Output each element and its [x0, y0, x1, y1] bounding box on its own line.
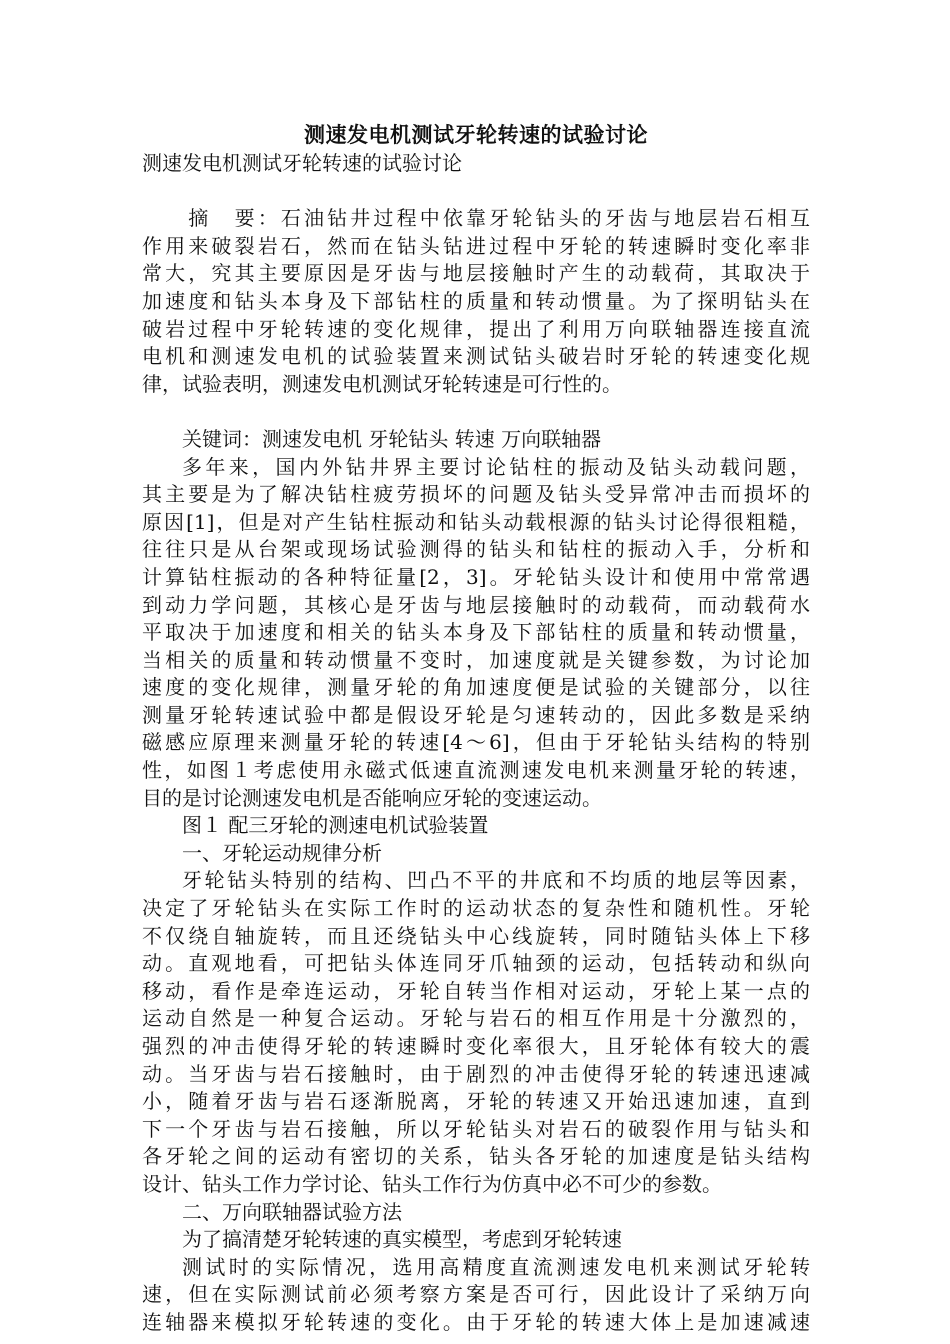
keywords: 关键词：测速发电机 牙轮钻头 转速 万向联轴器: [182, 426, 602, 451]
paragraph-line: 下一个牙齿与岩石接触，所以牙轮钻头对岩石的破裂作用与钻头和: [142, 1116, 810, 1141]
section1-paragraph: [142, 867, 810, 1198]
document-title: 测速发电机测试牙轮转速的试验讨论: [304, 122, 648, 147]
paragraph-line: 其主要是为了解决钻柱疲劳损坏的问题及钻头受异常冲击而损坏的: [142, 482, 810, 507]
paragraph-line: 为了搞清楚牙轮转速的真实模型，考虑到牙轮转速: [182, 1227, 622, 1252]
figure-caption: 图１ 配三牙轮的测速电机试验装置: [182, 813, 489, 838]
paragraph-line: 测试时的实际情况，选用高精度直流测速发电机来测试牙轮转: [182, 1254, 810, 1279]
abstract: [142, 205, 810, 398]
paragraph-line: 磁感应原理来测量牙轮的转速[4～6]，但由于牙轮钻头结构的特别: [142, 730, 810, 755]
paragraph-line: 到动力学问题，其核心是牙齿与地层接触时的动载荷，而动载荷水: [142, 592, 810, 617]
spacer: [142, 178, 810, 206]
paragraph-line: 不仅绕自轴旋转，而且还绕钻头中心线旋转，同时随钻头体上下移: [142, 923, 810, 948]
spacer: [142, 398, 810, 426]
abstract-line: 摘 要：石油钻井过程中依靠牙轮钻头的牙齿与地层岩石相互: [142, 206, 810, 231]
abstract-line: 电机和测速发电机的试验装置来测试钻头破岩时牙轮的转速变化规: [142, 344, 810, 369]
abstract-line: 破岩过程中牙轮转速的变化规律，提出了利用万向联轴器连接直流: [142, 316, 810, 341]
paragraph-line: 动。当牙齿与岩石接触时，由于剧烈的冲击使得牙轮的转速迅速减: [142, 1061, 810, 1086]
document-subtitle: 测速发电机测试牙轮转速的试验讨论: [142, 151, 462, 175]
paragraph-line: 决定了牙轮钻头在实际工作时的运动状态的复杂性和随机性。牙轮: [142, 896, 810, 921]
paragraph-line: 平取决于加速度和相关的钻头本身及下部钻柱的质量和转动惯量，: [142, 620, 810, 645]
paragraph-line: 目的是讨论测速发电机是否能响应牙轮的变速运动。: [142, 785, 602, 810]
paragraph-line: 连轴器来模拟牙轮转速的变化。由于牙轮的转速大体上是加速减速: [142, 1309, 810, 1334]
paragraph-line: 往往只是从台架或现场试验测得的钻头和钻柱的振动入手，分析和: [142, 537, 810, 562]
abstract-line: 律，试验表明，测速发电机测试牙轮转速是可行性的。: [142, 371, 622, 396]
abstract-line: 作用来破裂岩石，然而在钻头钻进过程中牙轮的转速瞬时变化率非: [142, 233, 810, 258]
paragraph-line: 原因[1]，但是对产生钻柱振动和钻头动载根源的钻头讨论得很粗糙，: [142, 509, 810, 534]
document-page: [142, 120, 810, 1337]
paragraph-line: 动。直观地看，可把钻头体连同牙爪轴颈的运动，包括转动和纵向: [142, 951, 810, 976]
paragraph-line: 设计、钻头工作力学讨论、钻头工作行为仿真中必不可少的参数。: [142, 1171, 722, 1196]
abstract-line: 加速度和钻头本身及下部钻柱的质量和转动惯量。为了探明钻头在: [142, 288, 810, 313]
paragraph-line: 当相关的质量和转动惯量不变时，加速度就是关键参数，为讨论加: [142, 647, 810, 672]
paragraph-line: 速，但在实际测试前必须考察方案是否可行，因此设计了采纳万向: [142, 1282, 810, 1307]
paragraph-line: 多年来，国内外钻井界主要讨论钻柱的振动及钻头动载问题，: [182, 454, 810, 479]
paragraph-line: 计算钻柱振动的各种特征量[2，3]。牙轮钻头设计和使用中常常遇: [142, 564, 810, 589]
paragraph-line: 性，如图１考虑使用永磁式低速直流测速发电机来测量牙轮的转速，: [142, 758, 810, 783]
paragraph-line: 强烈的冲击使得牙轮的转速瞬时变化率很大，且牙轮体有较大的震: [142, 1034, 810, 1058]
section-heading: 二、万向联轴器试验方法: [182, 1199, 402, 1224]
paragraph-line: 牙轮钻头特别的结构、凹凸不平的井底和不均质的地层等因素，: [182, 868, 810, 893]
paragraph-line: 测量牙轮转速试验中都是假设牙轮是匀速转动的，因此多数是采纳: [142, 702, 810, 727]
section-heading: 一、牙轮运动规律分析: [182, 840, 382, 865]
paragraph-line: 小，随着牙齿与岩石逐渐脱离，牙轮的转速又开始迅速加速，直到: [142, 1089, 810, 1114]
paragraph-line: 运动自然是一种复合运动。牙轮与岩石的相互作用是十分激烈的，: [142, 1006, 810, 1031]
section2-paragraph: [142, 1254, 810, 1337]
intro-paragraph: [142, 454, 810, 813]
paragraph-line: 移动，看作是牵连运动，牙轮自转当作相对运动，牙轮上某一点的: [142, 978, 810, 1003]
abstract-line: 常大，究其主要原因是牙齿与地层接触时产生的动载荷，其取决于: [142, 261, 810, 286]
paragraph-line: 速度的变化规律，测量牙轮的角加速度便是试验的关键部分，以往: [142, 675, 810, 700]
paragraph-line: 各牙轮之间的运动有密切的关系，钻头各牙轮的加速度是钻头结构: [142, 1144, 810, 1169]
